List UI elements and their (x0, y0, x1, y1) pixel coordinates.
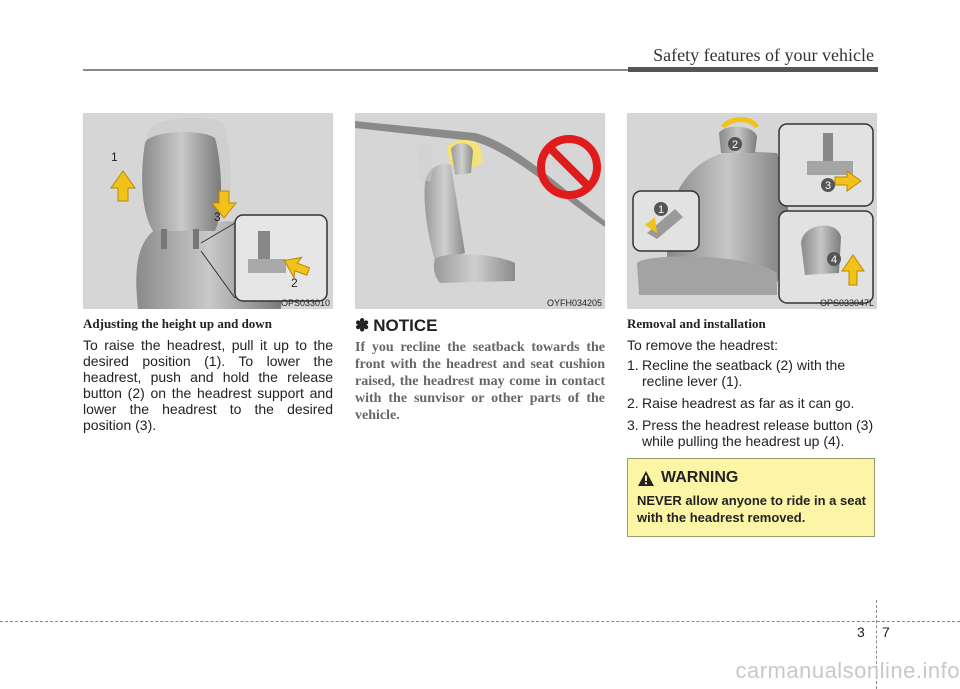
removal-steps (627, 357, 877, 449)
inset-collar (807, 161, 853, 175)
notice-mark-icon: ✽ (355, 316, 370, 335)
warning-box (627, 458, 875, 537)
header-title: Safety features of your vehicle (653, 45, 874, 65)
prohibition-slash (549, 147, 589, 187)
adjust-height-heading: Adjusting the height up and down (83, 316, 272, 331)
header-accent-bar (628, 67, 878, 72)
callout-1: 1 (111, 150, 118, 164)
notice-heading (355, 316, 605, 336)
inset-post (258, 231, 270, 261)
step-text: Recline the seatback (2) with the recline lever (1). (642, 357, 846, 389)
headrest-shape (451, 143, 473, 175)
recline-contact-illustration (355, 113, 605, 309)
callout-1: 1 (658, 204, 665, 216)
headrest-ghost-shape (417, 144, 433, 181)
removal-intro: To remove the headrest: (627, 337, 778, 353)
list-item (627, 417, 877, 449)
inset-detail-box (235, 215, 327, 301)
page-number: 7 (882, 624, 890, 640)
watermark-text: carmanualsonline.info (735, 658, 960, 683)
notice-body: If you recline the seatback towards the front with the headrest and seat cushion raised, the headrest may come in contact with the sunvisor or other parts of the vehicle. (355, 340, 605, 423)
callout-4: 4 (831, 254, 838, 266)
warning-triangle-icon (638, 471, 654, 486)
figure-code: OPS033010 (280, 298, 330, 308)
callout-3: 3 (825, 180, 832, 192)
figure-headrest-height (83, 113, 333, 309)
figure-code: OPS033047L (819, 298, 874, 308)
headrest-post-right (193, 229, 199, 249)
list-item (627, 395, 877, 411)
inset-headrest-shape (801, 226, 841, 275)
step-number: 3. (627, 417, 639, 433)
figure-code: OYFH034205 (546, 298, 602, 308)
callout-3: 3 (214, 210, 221, 224)
warning-title: WARNING (661, 469, 739, 486)
headrest-removal-illustration (627, 113, 877, 309)
callout-2: 2 (732, 139, 739, 151)
headrest-height-illustration (83, 113, 333, 309)
notice-section (355, 316, 605, 424)
adjust-height-section (83, 316, 333, 433)
notice-title: NOTICE (373, 316, 438, 335)
callout-2: 2 (291, 276, 298, 290)
recline-arrow-icon (723, 120, 757, 128)
removal-heading: Removal and installation (627, 316, 766, 331)
headrest-shape (142, 132, 221, 231)
inset-collar (248, 259, 286, 273)
warning-header (638, 469, 738, 487)
removal-section (627, 316, 877, 455)
step-text: Raise headrest as far as it can go. (642, 395, 855, 411)
seat-cushion-shape (434, 254, 515, 283)
arrow-up-icon (111, 171, 135, 201)
step-text: Press the headrest release button (3) while pulling the headrest up (4). (642, 417, 874, 449)
step-number: 2. (627, 395, 639, 411)
headrest-post-left (161, 229, 167, 249)
inset-post (823, 133, 833, 163)
step-number: 1. (627, 357, 639, 373)
figure-recline-notice (355, 113, 605, 309)
footer-rule (0, 621, 960, 622)
warning-body: NEVER allow anyone to ride in a seat with the headrest removed. (637, 493, 867, 525)
chapter-number: 3 (857, 624, 865, 640)
figure-headrest-removal (627, 113, 877, 309)
adjust-height-body: To raise the headrest, pull it up to the desired position (1). To lower the headrest, push and hold the release button (2) on the headrest support and lower the headrest to the desired position (3). (83, 337, 333, 433)
list-item (627, 357, 877, 389)
